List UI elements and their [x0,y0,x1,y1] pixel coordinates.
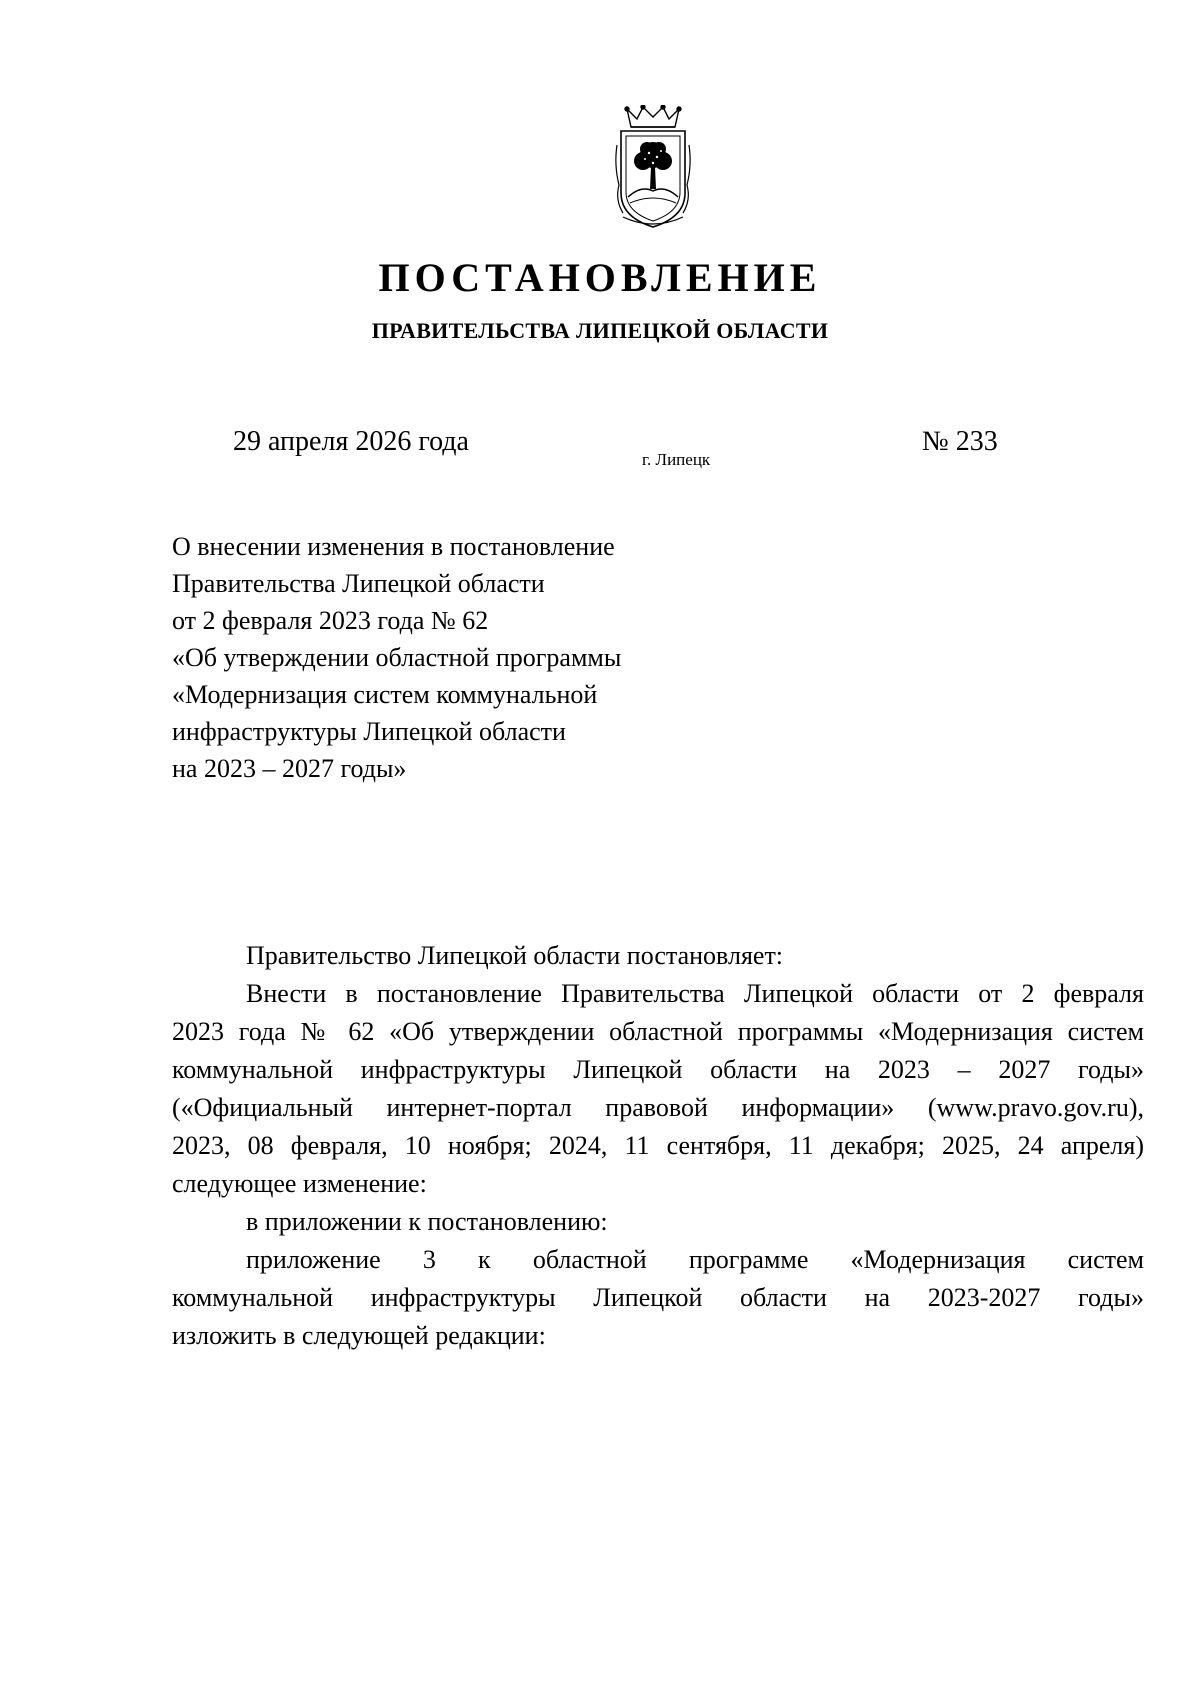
body-line: Внести в постановление Правительства Липецкой области от 2 февраля [246,979,1144,1008]
heading-line: «Модернизация систем коммунальной [172,680,598,709]
body-line: следующее изменение: [172,1169,427,1198]
heading-line: О внесении изменения в постановление [172,532,615,561]
coat-of-arms-icon [613,105,693,230]
document-title: ПОСТАНОВЛЕНИЕ [378,255,822,300]
body-line: приложение 3 к областной программе «Модернизация систем [246,1245,1144,1274]
body-line: коммунальной инфраструктуры Липецкой области на 2023 – 2027 годы» [172,1055,1144,1084]
heading-line: инфраструктуры Липецкой области [172,717,566,746]
heading-line: Правительства Липецкой области [172,569,545,598]
heading-line: «Об утверждении областной программы [172,643,622,672]
body-line: 2023 года № 62 «Об утверждении областной программы «Модернизация систем [172,1017,1144,1046]
document-date: 29 апреля 2026 года [233,426,469,457]
body-line: («Официальный интернет-портал правовой информации» (www.pravo.gov.ru), [172,1093,1144,1122]
document-body [172,937,1144,1355]
body-line: 2023, 08 февраля, 10 ноября; 2024, 11 сентября, 11 декабря; 2025, 24 апреля) [172,1131,1144,1160]
heading-line: от 2 февраля 2023 года № 62 [172,606,489,635]
document-number: № 233 [922,426,998,457]
body-line: Правительство Липецкой области постановляет: [246,941,784,970]
document-heading [172,528,732,787]
body-line: изложить в следующей редакции: [172,1321,546,1350]
heading-line: на 2023 – 2027 годы» [172,754,407,783]
document-subtitle: ПРАВИТЕЛЬСТВА ЛИПЕЦКОЙ ОБЛАСТИ [371,318,829,343]
document-city: г. Липецк [642,450,711,469]
body-line: коммунальной инфраструктуры Липецкой области на 2023-2027 годы» [172,1283,1144,1312]
body-line: в приложении к постановлению: [246,1207,608,1236]
